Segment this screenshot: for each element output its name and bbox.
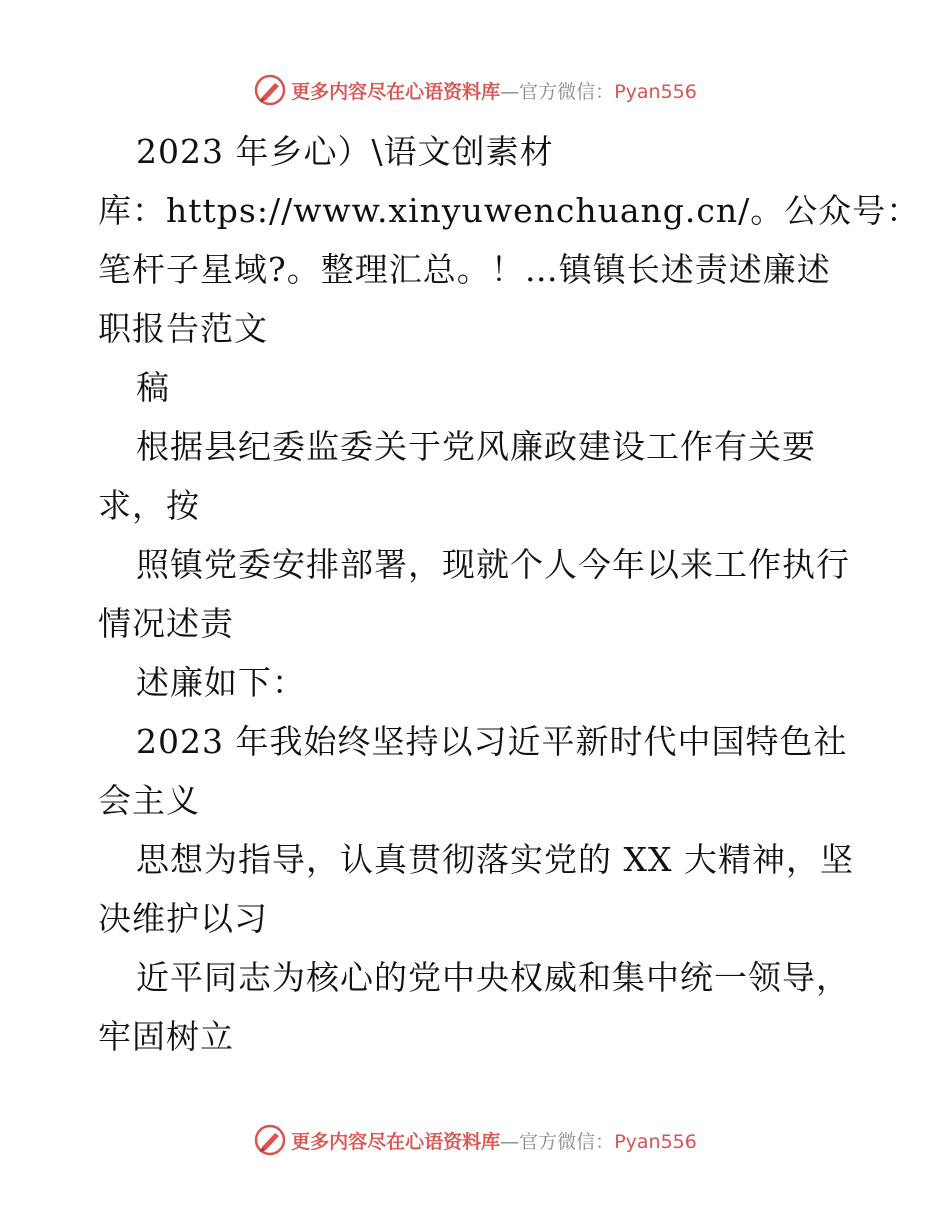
footer-banner-dash: — <box>500 1130 520 1153</box>
body-line: 会主义 <box>98 781 200 820</box>
body-line: 2023 年乡心）\语文创素材 <box>136 132 554 171</box>
document-body <box>98 122 921 1066</box>
footer-banner <box>0 1120 950 1160</box>
body-line: 决维护以习 <box>98 899 268 938</box>
body-line: 职报告范文 <box>98 309 268 348</box>
footer-banner-wechat-id: Pyan556 <box>614 1130 697 1153</box>
body-line: 笔杆子星域?。整理汇总。！…镇镇长述责述廉述 <box>98 250 831 289</box>
body-line: 库：https://www.xinyuwenchuang.cn/。公众号： <box>98 191 921 230</box>
pen-logo-icon <box>253 1123 287 1157</box>
pen-logo-icon <box>253 73 287 107</box>
header-banner-wechat-id: Pyan556 <box>614 80 697 103</box>
body-line: 情况述责 <box>98 604 234 643</box>
header-banner-wechat-label: 官方微信： <box>519 80 615 103</box>
footer-banner-wechat-label: 官方微信： <box>519 1130 615 1153</box>
header-banner-text <box>291 77 697 104</box>
footer-banner-text <box>291 1127 697 1154</box>
body-line: 稿 <box>136 368 170 407</box>
body-line: 近平同志为核心的党中央权威和集中统一领导， <box>136 958 850 997</box>
body-line: 照镇党委安排部署，现就个人今年以来工作执行 <box>136 545 850 584</box>
footer-banner-main: 更多内容尽在心语资料库 <box>291 1130 501 1153</box>
body-line: 牢固树立 <box>98 1017 234 1056</box>
header-banner-main: 更多内容尽在心语资料库 <box>291 80 501 103</box>
body-line: 述廉如下： <box>136 663 306 702</box>
body-line: 2023 年我始终坚持以习近平新时代中国特色社 <box>136 722 848 761</box>
header-banner <box>0 70 950 110</box>
body-line: 求，按 <box>98 486 200 525</box>
body-line: 思想为指导，认真贯彻落实党的 XX 大精神，坚 <box>136 840 854 879</box>
body-line: 根据县纪委监委关于党风廉政建设工作有关要 <box>136 427 816 466</box>
header-banner-dash: — <box>500 80 520 103</box>
